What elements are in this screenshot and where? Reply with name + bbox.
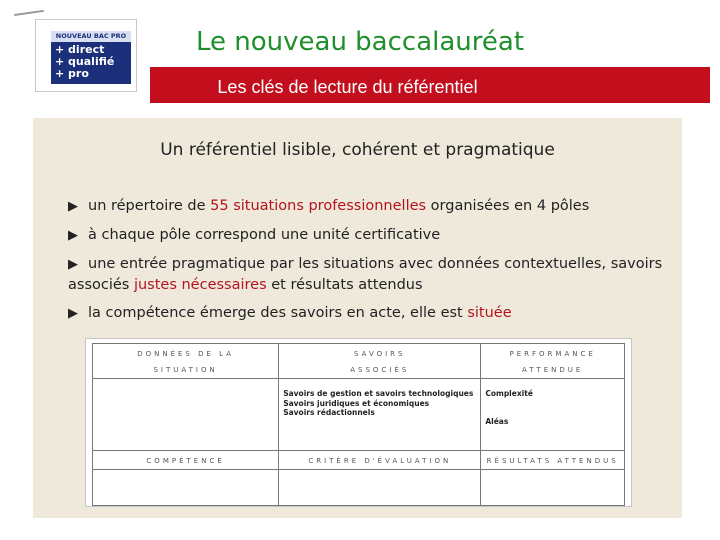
logo	[35, 19, 137, 92]
cell-donnees	[93, 379, 279, 451]
logo-top-text: NOUVEAU BAC PRO	[51, 31, 131, 42]
bullet-highlight: 55 situations professionnelles	[210, 198, 427, 214]
header-text: ASSOCIÉS	[350, 366, 410, 374]
logo-badge	[51, 31, 131, 84]
bullet-item	[68, 299, 674, 328]
footer-text: RÉSULTATS ATTENDUS	[486, 457, 619, 465]
complexite-label: Complexité	[485, 389, 533, 398]
header-donnees	[93, 344, 279, 379]
logo-line-3: + pro	[55, 67, 89, 80]
bullet-item	[68, 192, 674, 221]
header-text: SITUATION	[153, 366, 218, 374]
bullet-item	[68, 221, 674, 250]
bullet-list	[68, 192, 674, 328]
savoir-item: Savoirs de gestion et savoirs technologiques	[283, 389, 474, 398]
right-arrow-icon: ▶	[68, 228, 78, 243]
cell-empty	[279, 470, 481, 506]
page-title: Le nouveau baccalauréat	[195, 27, 525, 57]
bullet-item	[68, 254, 674, 295]
cell-savoirs	[279, 379, 481, 451]
bullet-highlight: située	[467, 305, 512, 321]
right-arrow-icon: ▶	[68, 257, 78, 272]
aleas-label: Aléas	[485, 416, 509, 426]
referentiel-table	[92, 343, 625, 506]
header-text: PERFORMANCE	[509, 350, 596, 358]
right-arrow-icon: ▶	[68, 199, 78, 214]
referentiel-table-image	[85, 338, 632, 507]
savoir-item: Savoirs rédactionnels	[283, 408, 375, 417]
header-performance	[481, 344, 625, 379]
footer-competence	[93, 451, 279, 470]
bullet-text-end: organisées en 4 pôles	[426, 198, 590, 214]
footer-critere	[279, 451, 481, 470]
logo-lines	[55, 44, 114, 80]
bullet-text-end: et résultats attendus	[266, 277, 423, 293]
header-text: ATTENDUE	[522, 366, 584, 374]
savoir-item: Savoirs juridiques et économiques	[283, 398, 430, 408]
cell-performance	[481, 379, 625, 451]
page-subtitle: Les clés de lecture du référentiel	[217, 77, 478, 97]
bullet-text: un répertoire de	[88, 198, 211, 214]
cell-empty	[93, 470, 279, 506]
bullet-highlight: justes nécessaires	[133, 277, 267, 293]
corner-mark	[14, 10, 44, 16]
bullet-text: une entrée pragmatique par les situations avec données contextuelles, savoirs associés	[68, 256, 663, 293]
bullet-text: la compétence émerge des savoirs en acte, elle est	[88, 305, 468, 321]
bullet-text: à chaque pôle correspond une unité certificative	[88, 227, 441, 243]
content-title: Un référentiel lisible, cohérent et pragmatique	[160, 140, 555, 160]
header-text: DONNÉES DE LA	[137, 350, 234, 358]
cell-empty	[481, 470, 625, 506]
logo-line-1: + direct	[55, 43, 105, 56]
header-savoirs	[279, 344, 481, 379]
footer-text: COMPÉTENCE	[146, 457, 225, 465]
footer-text: CRITÈRE D'ÉVALUATION	[308, 457, 452, 465]
right-arrow-icon: ▶	[68, 306, 78, 321]
logo-line-2: + qualifié	[55, 55, 115, 68]
subtitle-bar	[150, 67, 710, 103]
header-text: SAVOIRS	[354, 350, 406, 358]
footer-resultats	[481, 451, 625, 470]
